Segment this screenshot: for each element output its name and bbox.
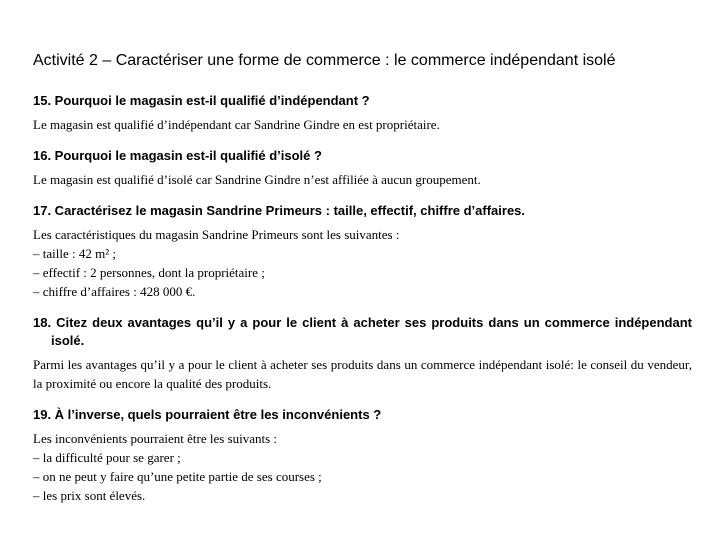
page-title: Activité 2 – Caractériser une forme de commerce : le commerce indépendant isolé: [33, 52, 616, 69]
list-item: – effectif : 2 personnes, dont la propriétaire ;: [33, 265, 265, 280]
answer-intro: Les inconvénients pourraient être les suivants :: [33, 431, 278, 446]
answer-intro: Les caractéristiques du magasin Sandrine Primeurs sont les suivantes :: [33, 227, 400, 242]
list-item: – la difficulté pour se garer ;: [33, 450, 181, 465]
question-18-answer: Parmi les avantages qu’il y a pour le client à acheter ses produits dans un commerce indépendant isolé: le conseil du vendeur, la proximité ou encore la qualité des produits.: [33, 357, 692, 391]
question-16-heading: 16. Pourquoi le magasin est-il qualifié d’isolé ?: [33, 148, 322, 163]
question-17-heading: 17. Caractérisez le magasin Sandrine Primeurs : taille, effectif, chiffre d’affaires.: [33, 203, 526, 218]
question-18-heading: 18. Citez deux avantages qu’il y a pour le client à acheter ses produits dans un commerce indépendant isolé.: [33, 315, 692, 348]
question-19-heading: 19. À l’inverse, quels pourraient être les inconvénients ?: [33, 407, 382, 422]
question-19-answer: [33, 429, 692, 505]
question-15: [33, 92, 692, 134]
question-16: [33, 147, 692, 189]
list-item: – taille : 42 m² ;: [33, 246, 116, 261]
question-15-heading: 15. Pourquoi le magasin est-il qualifié d’indépendant ?: [33, 93, 370, 108]
question-16-answer: Le magasin est qualifié d’isolé car Sandrine Gindre n’est affiliée à aucun groupement.: [33, 172, 481, 187]
question-17-answer: [33, 225, 692, 301]
question-15-answer: Le magasin est qualifié d’indépendant car Sandrine Gindre en est propriétaire.: [33, 117, 440, 132]
question-19: [33, 406, 692, 505]
list-item: – chiffre d’affaires : 428 000 €.: [33, 284, 196, 299]
question-17: [33, 202, 692, 301]
question-18: [33, 314, 692, 393]
list-item: – on ne peut y faire qu’une petite partie de ses courses ;: [33, 469, 322, 484]
list-item: – les prix sont élevés.: [33, 488, 146, 503]
